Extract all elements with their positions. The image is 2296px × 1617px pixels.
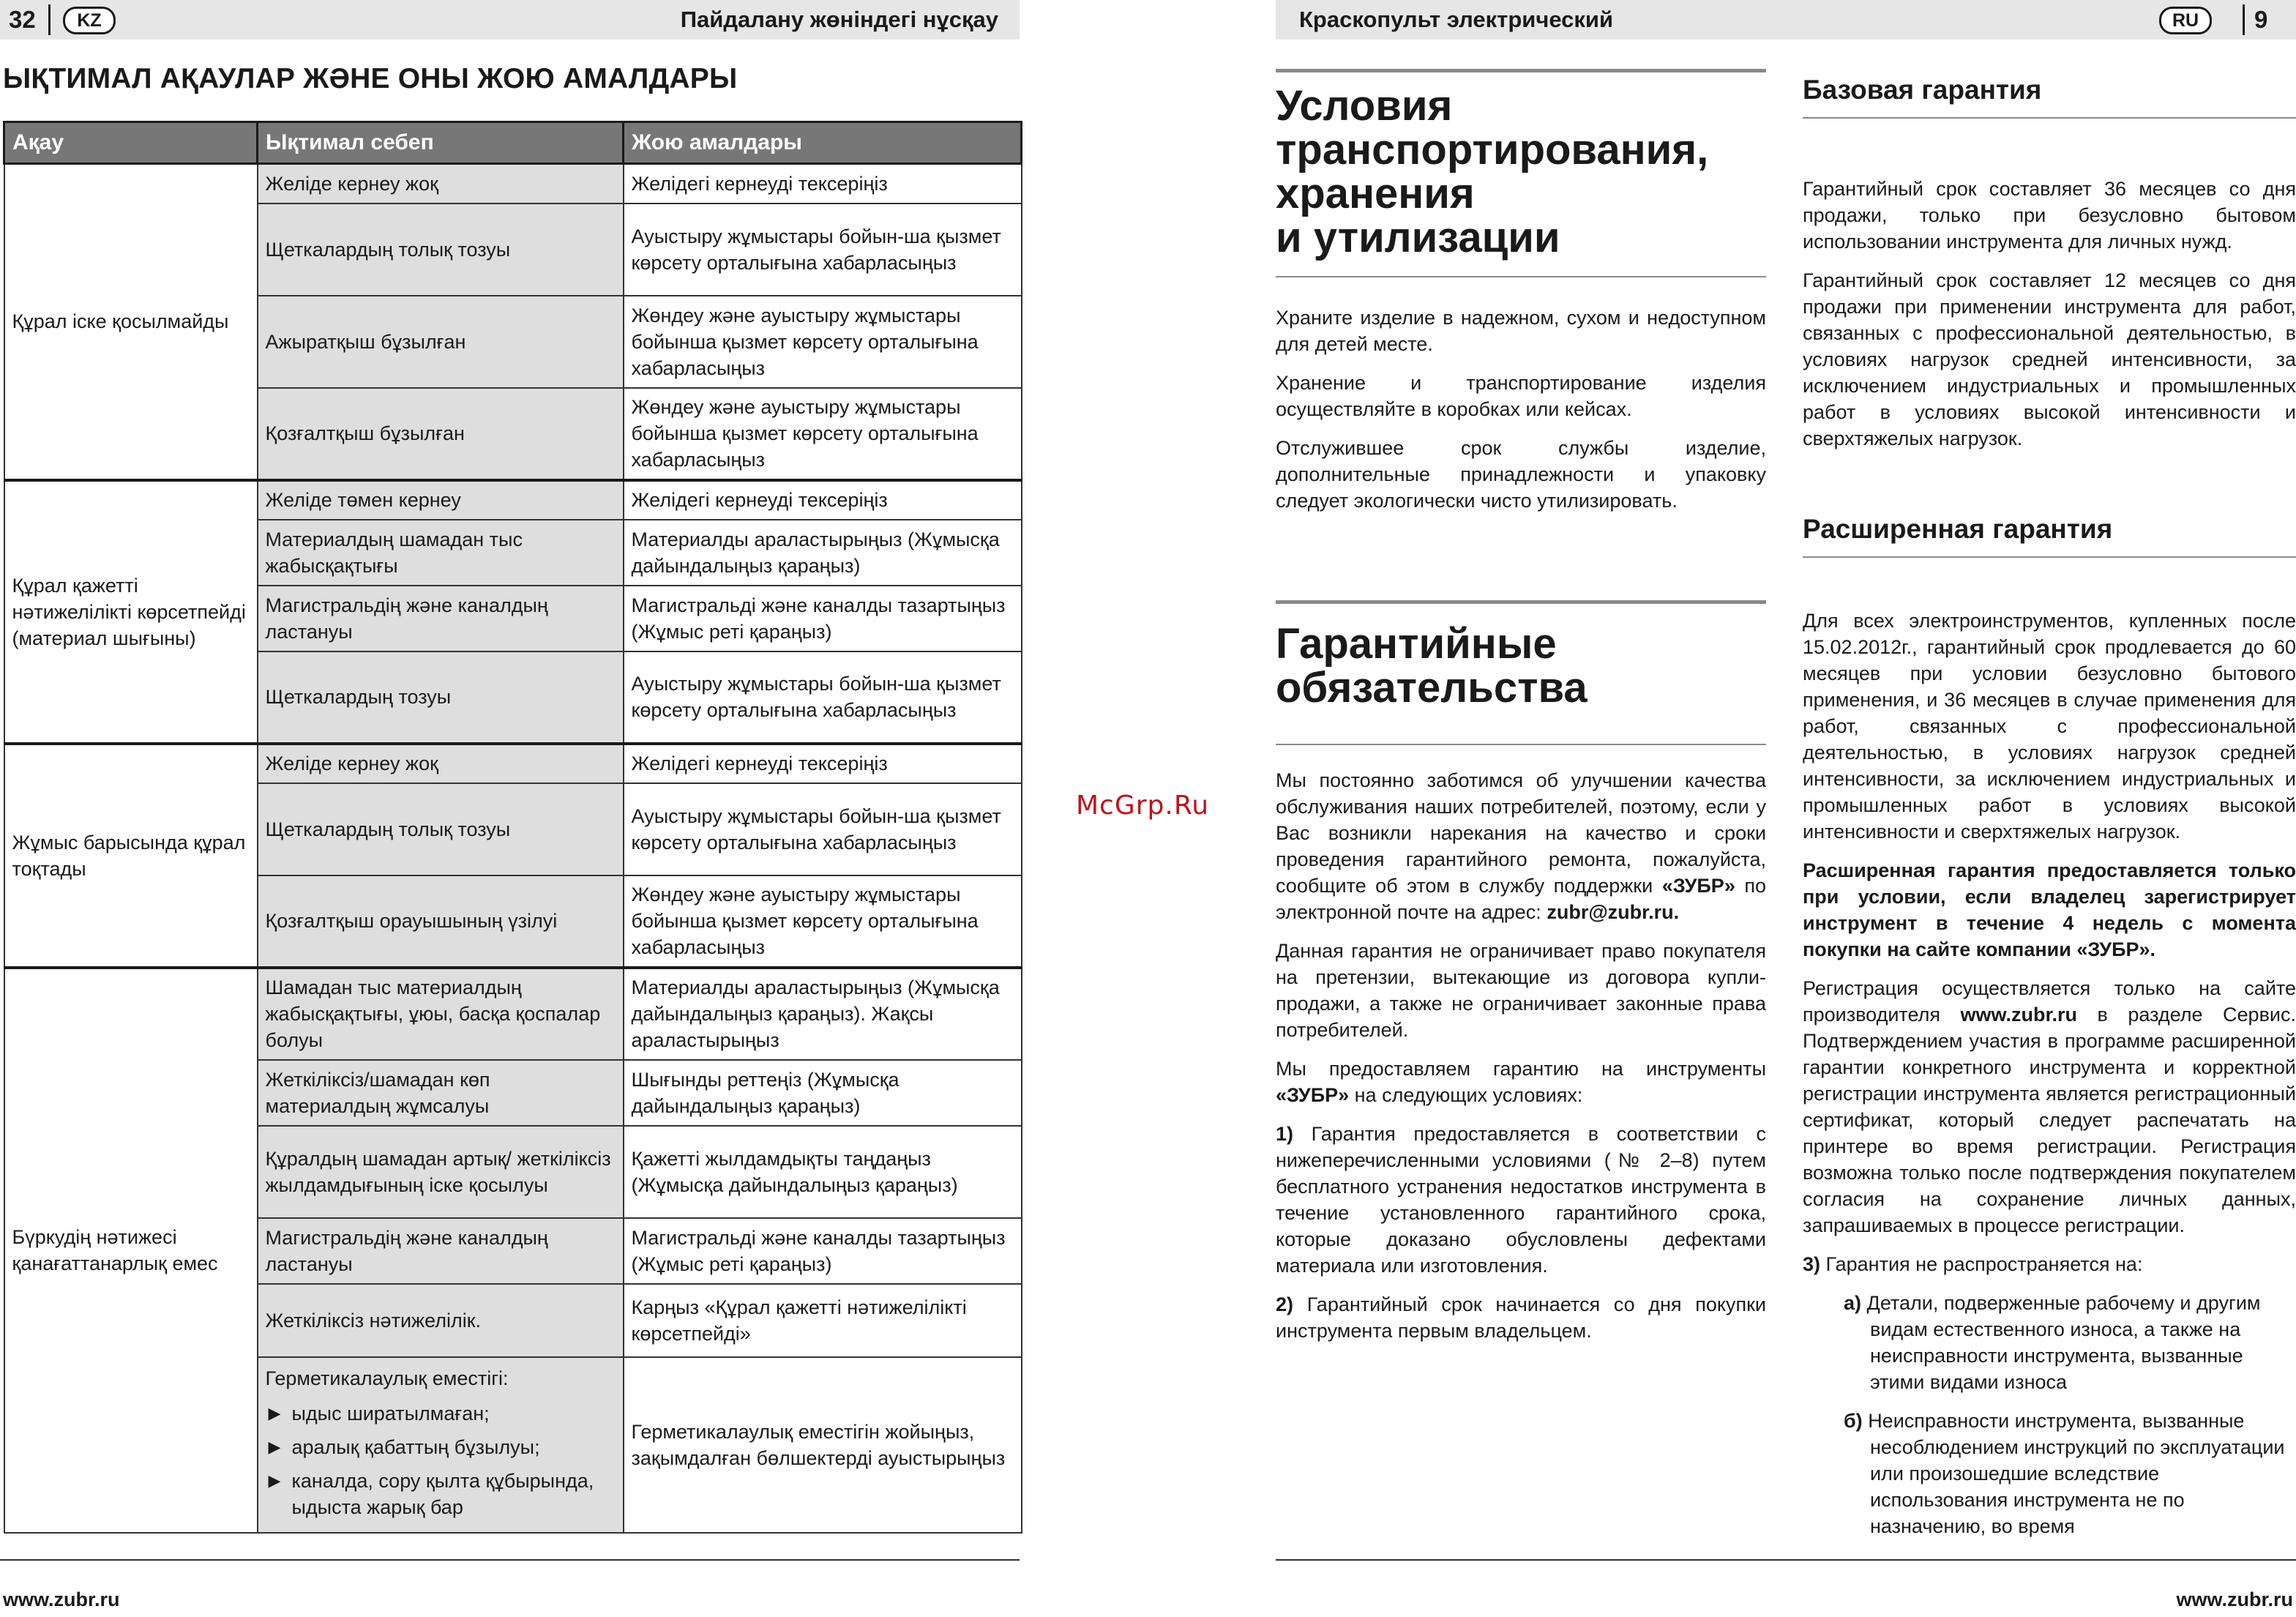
fix-cell: Жөндеу және ауыстыру жұмыстары бойынша қызмет көрсету орталығына хабарласыңыз	[624, 388, 1022, 480]
fault-cell: Құрал қажетті нәтижелілікті көрсетпейді (материал шығыны)	[4, 480, 258, 744]
text-run: Мы постоянно заботимся об улучшении качества обслуживания наших потребителей, поэтому, если у Вас возникли нарекания на качество и сроки проведения гарантийного ремонта, пожалуйста, сообщите об этом в службу поддержки	[1276, 769, 1766, 897]
lang-badge-ru: RU	[2159, 7, 2212, 34]
cause-cell: Щеткалардың толық тозуы	[258, 203, 624, 296]
cause-bullet-text: каналда, сору қылта құбырында, ыдыста жарық бар	[291, 1469, 594, 1518]
cause-cell: Қозғалтқыш орауышының үзілуі	[258, 875, 624, 968]
paragraph: Для всех электроинструментов, купленных после 15.02.2012г., гарантийный срок продлевается до 60 месяцев при условии безусловно бытового применения, и 36 месяцев в случае применения для работ, связанных с профессиональной деятельностью, в условиях нагрузок средней интенсивности, за исключением индустриальных и промышленных работ в условиях высокой интенсивности и сверхтяжелых нагрузок.	[1803, 610, 2296, 843]
left-page-number: 32	[9, 6, 36, 33]
extended-title-rule	[1803, 556, 2296, 558]
cause-bullet	[266, 1400, 616, 1427]
paragraph	[1276, 1056, 1766, 1108]
title-transport-storage	[1276, 84, 1708, 260]
title-line: Условия	[1276, 82, 1453, 130]
cause-cell: Магистральдің және каналдың ластануы	[258, 1218, 624, 1284]
basic-warranty-text	[1803, 176, 2296, 464]
paragraph: Хранение и транспортирование изделия осуществляйте в коробках или кейсах.	[1276, 372, 1766, 420]
text-run: на следующих условиях:	[1354, 1084, 1583, 1106]
storage-text	[1276, 305, 1766, 526]
fix-cell: Магистральді және каналды тазартыңыз (Жұмыс реті қараңыз)	[624, 586, 1022, 651]
cause-cell: Щеткалардың тозуы	[258, 651, 624, 744]
fix-cell: Ауыстыру жұмыстары бойын-ша қызмет көрсету орталығына хабарласыңыз	[624, 203, 1022, 296]
cause-cell-list	[258, 1357, 624, 1533]
title-line: и утилизации	[1276, 214, 1560, 261]
item-number: 3)	[1803, 1253, 1821, 1275]
title-line: обязательства	[1276, 664, 1588, 712]
lang-badge-kz: KZ	[63, 7, 116, 34]
text-run: Гарантийный срок начинается со дня покупки инструмента первым владельцем.	[1276, 1293, 1766, 1342]
fix-cell: Ауыстыру жұмыстары бойын-ша қызмет көрсету орталығына хабарласыңыз	[624, 783, 1022, 875]
title2-bottom-rule	[1276, 744, 1766, 745]
right-footer-url[interactable]: www.zubr.ru	[2176, 1588, 2293, 1610]
right-footer-rule	[1276, 1559, 2296, 1561]
fix-cell: Желідегі кернеуді тексеріңіз	[624, 480, 1022, 520]
site-link[interactable]: www.zubr.ru	[1960, 1004, 2078, 1026]
title1-bottom-rule	[1276, 276, 1766, 277]
fault-cell: Құрал іске қосылмайды	[4, 164, 258, 480]
section-title: ЫҚТИМАЛ АҚАУЛАР ЖӘНЕ ОНЫ ЖОЮ АМАЛДАРЫ	[3, 63, 738, 94]
support-email[interactable]: zubr@zubr.ru.	[1547, 901, 1680, 923]
table-row	[4, 744, 1022, 783]
extended-warranty-title: Расширенная гарантия	[1803, 514, 2113, 544]
cause-list-title: Герметикалаулық еместігі:	[265, 1367, 509, 1389]
fix-cell: Герметикалаулық еместігін жойыңыз, зақымдалған бөлшектерді ауыстырыңыз	[624, 1357, 1022, 1533]
table-header-row	[4, 122, 1022, 164]
fix-cell: Материалды араластырыңыз (Жұмысқа дайындалыңыз қараңыз). Жақсы араластырыңыз	[624, 968, 1022, 1060]
table-row	[4, 164, 1022, 203]
cause-bullet-text: ыдыс ширатылмаған;	[291, 1402, 490, 1424]
extended-warranty-text	[1803, 608, 2296, 1552]
left-header-title: Пайдалану жөніндегі нұсқау	[680, 7, 998, 32]
paragraph	[1803, 975, 2296, 1239]
item-number: б)	[1844, 1410, 1863, 1432]
right-header-title: Краскопульт электрический	[1299, 7, 1614, 32]
header-fault: Ақау	[4, 122, 258, 164]
cause-cell: Қозғалтқыш бұзылған	[258, 388, 624, 480]
cause-cell: Магистральдің және каналдың ластануы	[258, 586, 624, 651]
paragraph: Гарантийный срок составляет 12 месяцев со дня продажи при применении инструмента для работ, связанных с профессиональной деятельностью, в условиях нагрузок средней интенсивности, за исключением индустриальных и промышленных работ в условиях высокой интенсивности и сверхтяжелых нагрузок.	[1803, 269, 2296, 449]
text-run: Мы предоставляем гарантию на инструменты	[1276, 1058, 1766, 1080]
sub-item	[1844, 1290, 2296, 1395]
paragraph: Отслужившее срок службы изделие, дополнительные принадлежности и упаковку следует экологически чисто утилизировать.	[1276, 437, 1766, 512]
left-header-divider	[48, 4, 51, 35]
cause-cell: Шамадан тыс материалдың жабысқақтығы, ұюы, басқа қоспалар болуы	[258, 968, 624, 1060]
title-line: хранения	[1276, 170, 1475, 217]
paragraph	[1276, 767, 1766, 925]
title-warranty	[1276, 622, 1588, 710]
fault-cell: Жұмыс барысында құрал тоқтады	[4, 744, 258, 968]
paragraph: Гарантийный срок составляет 36 месяцев со дня продажи, только при безусловно бытовом использовании инструмента для личных нужд.	[1803, 178, 2296, 253]
item-number: 2)	[1276, 1293, 1294, 1315]
cause-cell: Құралдың шамадан артық/ жеткіліксіз жылдамдығының іске қосылуы	[258, 1126, 624, 1218]
title2-top-rule	[1276, 600, 1766, 604]
cause-cell: Жеткіліксіз нәтижелілік.	[258, 1284, 624, 1357]
text-run: в разделе Сервис. Подтверждением участия в программе расширенной гарантии конкретного инструмента и корректной регистрации инструмента является регистрационный сертификат, который следует распечатать на принтере во время регистрации. Регистрация возможна только после подтверждения покупателем согласия на сохранение личных данных, запрашиваемых в процессе регистрации.	[1803, 1004, 2296, 1236]
cause-cell: Материалдың шамадан тыс жабысқақтығы	[258, 520, 624, 586]
cause-bullet	[266, 1468, 616, 1520]
brand-name: «ЗУБР»	[1661, 875, 1735, 897]
right-header-divider	[2243, 4, 2245, 35]
fix-cell: Карңыз «Құрал қажетті нәтижелілікті көрсетпейді»	[624, 1284, 1022, 1357]
title1-top-rule	[1276, 69, 1766, 72]
triangle-bullet-icon: ▶	[268, 1471, 281, 1490]
text-run: Гарантия предоставляется в соответствии с нижеперечисленными условиями (№ 2–8) путем бесплатного устранения недостатков инструмента в течение установленного гарантийного срока, которые доказано обусловлены дефектами материала или изготовления.	[1276, 1123, 1766, 1277]
cause-cell: Жеткіліксіз/шамадан көп материалдың жұмсалуы	[258, 1060, 624, 1126]
fix-cell: Жөндеу және ауыстыру жұмыстары бойынша қызмет көрсету орталығына хабарласыңыз	[624, 296, 1022, 388]
paragraph	[1803, 1251, 2296, 1277]
fix-cell: Желідегі кернеуді тексеріңіз	[624, 164, 1022, 203]
fix-cell: Ауыстыру жұмыстары бойын-ша қызмет көрсету орталығына хабарласыңыз	[624, 651, 1022, 744]
brand-name: «ЗУБР»	[1276, 1084, 1350, 1106]
basic-title-rule	[1803, 117, 2296, 119]
item-number: а)	[1844, 1292, 1862, 1314]
fix-cell: Желідегі кернеуді тексеріңіз	[624, 744, 1022, 783]
paragraph	[1276, 1291, 1766, 1344]
basic-warranty-title: Базовая гарантия	[1803, 75, 2042, 105]
paragraph: Данная гарантия не ограничивает право покупателя на претензии, вытекающие из договора купли-продажи, а также не ограничивает законные права потребителей.	[1276, 940, 1766, 1041]
text-run: Гарантия не распространяется на:	[1825, 1253, 2143, 1275]
fix-cell: Жөндеу және ауыстыру жұмыстары бойынша қызмет көрсету орталығына хабарласыңыз	[624, 875, 1022, 968]
item-number: 1)	[1276, 1123, 1294, 1145]
left-footer-url[interactable]: www.zubr.ru	[3, 1588, 120, 1610]
watermark: McGrp.Ru	[1076, 791, 1210, 821]
fix-cell: Шығынды реттеңіз (Жұмысқа дайындалыңыз қараңыз)	[624, 1060, 1022, 1126]
table-row	[4, 480, 1022, 520]
fault-cell: Бүркудің нәтижесі қанағаттанарлық емес	[4, 968, 258, 1533]
text-run: Регистрация осуществляется только на сайте производителя	[1803, 977, 2296, 1026]
text-run: Детали, подверженные рабочему и другим видам естественного износа, а также на неисправности инструмента, вызванные этими видами износа	[1866, 1292, 2261, 1393]
cause-cell: Желіде кернеу жоқ	[258, 164, 624, 203]
left-footer-rule	[0, 1559, 1020, 1561]
cause-cell: Желіде төмен кернеу	[258, 480, 624, 520]
paragraph: Храните изделие в надежном, сухом и недоступном для детей месте.	[1276, 307, 1766, 355]
cause-bullet-text: аралық қабаттың бұзылуы;	[291, 1435, 540, 1458]
paragraph: Расширенная гарантия предоставляется только при условии, если владелец зарегистрирует инструмент в течение 4 недель с момента покупки на сайте компании «ЗУБР».	[1803, 859, 2296, 960]
cause-cell: Щеткалардың толық тозуы	[258, 783, 624, 875]
table-row	[4, 968, 1022, 1060]
text-run: Неисправности инструмента, вызванные несоблюдением инструкций по эксплуатации или произошедшие вследствие использования инструмента не по назначению, во время	[1868, 1410, 2285, 1537]
troubleshooting-table	[3, 121, 1022, 1534]
fix-cell: Материалды араластырыңыз (Жұмысқа дайындалыңыз қараңыз)	[624, 520, 1022, 586]
triangle-bullet-icon: ▶	[268, 1403, 281, 1422]
text-run: по электронной почте на адрес:	[1276, 875, 1766, 923]
right-page-number: 9	[2254, 6, 2268, 33]
cause-cell: Желіде кернеу жоқ	[258, 744, 624, 783]
warranty-text	[1276, 767, 1766, 1356]
triangle-bullet-icon: ▶	[268, 1437, 281, 1456]
title-line: транспортирования,	[1276, 126, 1709, 173]
paragraph	[1276, 1121, 1766, 1279]
cause-bullet	[266, 1434, 616, 1460]
header-fix: Жою амалдары	[624, 122, 1022, 164]
title-line: Гарантийные	[1276, 620, 1557, 668]
sub-item	[1844, 1408, 2296, 1539]
fix-cell: Қажетті жылдамдықты таңдаңыз (Жұмысқа дайындалыңыз қараңыз)	[624, 1126, 1022, 1218]
cause-cell: Ажыратқыш бұзылған	[258, 296, 624, 388]
header-cause: Ықтимал себеп	[258, 122, 624, 164]
fix-cell: Магистральді және каналды тазартыңыз (Жұмыс реті қараңыз)	[624, 1218, 1022, 1284]
